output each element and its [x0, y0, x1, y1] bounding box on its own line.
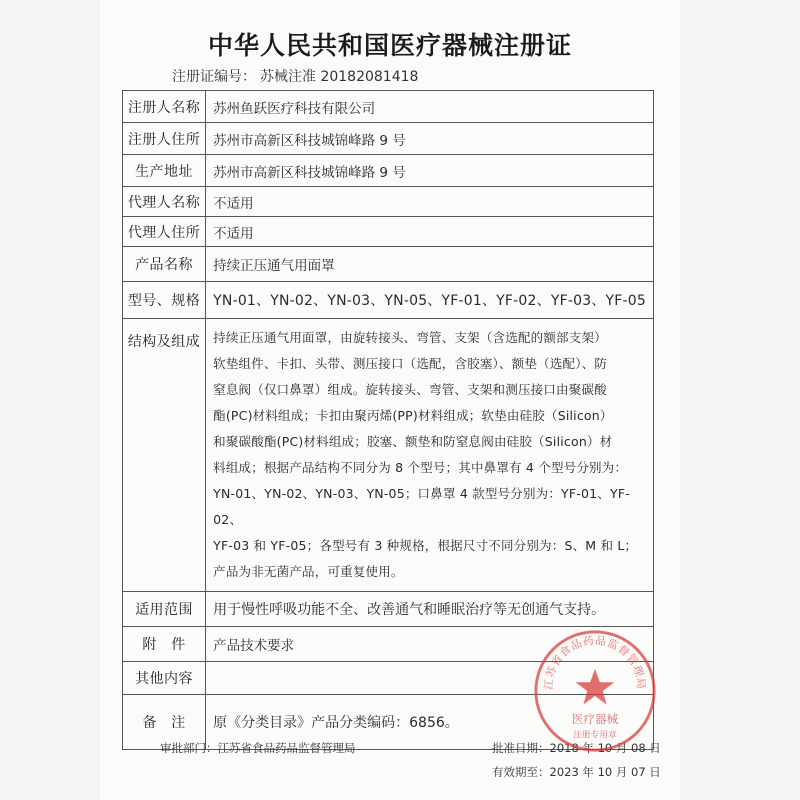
description-line: 产品为非无菌产品，可重复使用。 [213, 564, 404, 579]
description-line: 酯(PC)材料组成；卡扣由聚丙烯(PP)材料组成；软垫由硅胶（Silicon） [213, 408, 613, 423]
approval-date: 批准日期：2018 年 10 月 08 日 [492, 741, 661, 755]
description-line: 软垫组件、卡扣、头带、测压接口（选配，含胶塞）、额垫（选配）、防 [213, 356, 608, 371]
row-label: 注册人住所 [123, 123, 206, 155]
official-seal [532, 628, 658, 754]
row-label: 代理人名称 [123, 187, 206, 217]
registration-number-value: 苏械注准 20182081418 [260, 69, 419, 85]
description-line: 窒息阀（仅口鼻罩）组成。旋转接头、弯管、支架和测压接口由聚碳酸 [213, 382, 607, 397]
description-line: 持续正压通气用面罩，由旋转接头、弯管、支架（含选配的额部支架） [213, 330, 607, 345]
row-value: 用于慢性呼吸功能不全、改善通气和睡眠治疗等无创通气支持。 [206, 592, 654, 627]
valid-until: 有效期至：2023 年 10 月 07 日 [492, 765, 661, 779]
table-row [123, 592, 654, 627]
row-label: 结构及组成 [123, 319, 206, 592]
seal-line2: 注册专用章 [573, 730, 617, 741]
structure-description [206, 319, 654, 592]
row-value: 苏州市高新区科技城锦峰路 9 号 [206, 155, 654, 187]
description-line: 料组成；根据产品结构不同分为 8 个型号；其中鼻罩有 4 个型号分别为： [213, 460, 628, 475]
seal-line1: 医疗器械 [571, 711, 619, 726]
registration-number-label: 注册证编号： [172, 69, 256, 85]
table-row [123, 155, 654, 187]
row-value: 持续正压通气用面罩 [206, 247, 654, 282]
approver: 审批部门：江苏省食品药品监督管理局 [160, 741, 356, 755]
row-label: 注册人名称 [123, 91, 206, 123]
row-value: 苏州鱼跃医疗科技有限公司 [206, 91, 654, 123]
row-label: 产品名称 [123, 247, 206, 282]
row-value: 不适用 [206, 187, 654, 217]
table-row [123, 217, 654, 247]
description-line: YF-03 和 YF-05；各型号有 3 种规格，根据尺寸不同分别为：S、M 和 L； [213, 538, 638, 553]
certificate-title: 中华人民共和国医疗器械注册证 [207, 31, 572, 60]
row-label: 其他内容 [123, 662, 206, 695]
row-value: YN-01、YN-02、YN-03、YN-05、YF-01、YF-02、YF-03、YF-05 [206, 282, 654, 319]
table-row [123, 123, 654, 155]
row-value: 原《分类目录》产品分类编码：6856。 [206, 695, 654, 750]
row-value: 产品技术要求 [206, 627, 654, 662]
row-label: 生产地址 [123, 155, 206, 187]
table-row [123, 247, 654, 282]
row-label: 备 注 [123, 695, 206, 750]
row-label: 型号、规格 [123, 282, 206, 319]
table-row [123, 187, 654, 217]
row-label: 代理人住所 [123, 217, 206, 247]
row-label: 适用范围 [123, 592, 206, 627]
registration-number [172, 66, 418, 86]
description-line: 和聚碳酸酯(PC)材料组成；胶塞、额垫和防窒息阀由硅胶（Silicon）材 [213, 434, 613, 449]
table-row [123, 282, 654, 319]
seal-outer-text: 江苏省食品药品监督管理局 [542, 633, 648, 691]
seal-star-icon [576, 669, 615, 705]
description-line: YN-01、YN-02、YN-03、YN-05；口鼻罩 4 款型号分别为：YF-01、YF-02、 [213, 486, 630, 527]
table-row [123, 91, 654, 123]
row-label: 附 件 [123, 627, 206, 662]
row-value: 不适用 [206, 217, 654, 247]
table-row [123, 319, 654, 592]
row-value: 苏州市高新区科技城锦峰路 9 号 [206, 123, 654, 155]
